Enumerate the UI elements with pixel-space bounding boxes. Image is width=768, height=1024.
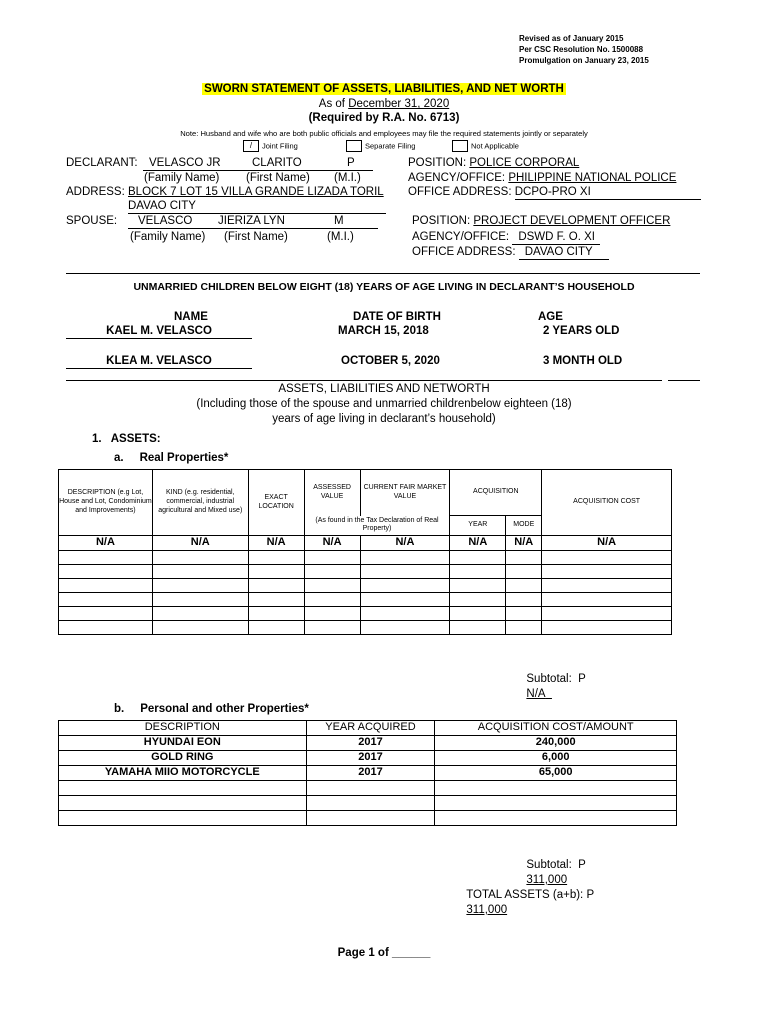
rp-header-assessed: ASSESSED VALUE [304, 470, 360, 516]
document-title: SWORN STATEMENT OF ASSETS, LIABILITIES, AND NET WORTH [204, 83, 564, 95]
required-open: ( [308, 112, 313, 124]
not-applicable-label: Not Applicable [471, 141, 519, 151]
page-number: Page 1 of ______ [337, 947, 431, 959]
table-row [59, 781, 677, 796]
pp-year [306, 811, 435, 826]
rp-cell: N/A [152, 536, 248, 551]
declarant-office: DCPO-PRO XI [515, 185, 701, 200]
children-divider-line [66, 380, 662, 381]
declarant-address-line-1: BLOCK 7 LOT 15 VILLA GRANDE LIZADA TORIL [128, 186, 384, 198]
separate-filing-label: Separate Filing [365, 141, 416, 151]
table-row [59, 606, 672, 620]
pp-year: 2017 [306, 766, 435, 781]
required-by-row [0, 111, 768, 125]
declarant-label: DECLARANT: [66, 157, 138, 169]
joint-filing-option[interactable] [243, 140, 298, 154]
spouse-position-row [412, 214, 670, 228]
table-row [59, 550, 672, 564]
child-2-dob: OCTOBER 5, 2020 [341, 355, 440, 367]
joint-filing-label: Joint Filing [262, 141, 298, 151]
pp-header-year: YEAR ACQUIRED [306, 721, 435, 736]
pp-cost: 240,000 [435, 736, 677, 751]
table-row [59, 751, 677, 766]
declarant-address-row [66, 185, 384, 199]
real-subtotal-value: N/A [526, 687, 546, 700]
real-properties-table [58, 469, 672, 635]
child-1-age: 2 YEARS OLD [543, 325, 620, 337]
pp-year [306, 781, 435, 796]
spouse-mi: M [334, 215, 344, 227]
spouse-cap-mi: (M.I.) [327, 231, 354, 243]
revision-note [519, 33, 649, 66]
pp-description [59, 811, 307, 826]
rp-cell: N/A [304, 536, 360, 551]
spouse-position-label: POSITION: [412, 215, 471, 227]
pp-year: 2017 [306, 751, 435, 766]
children-col-dob: DATE OF BIRTH [353, 311, 441, 323]
pp-cost [435, 781, 677, 796]
declarant-agency: PHILIPPINE NATIONAL POLICE [508, 172, 677, 184]
personal-properties-heading: b. Personal and other Properties* [114, 703, 309, 715]
required-by: Required by R.A. No. 6713) [312, 112, 460, 124]
pp-year [306, 796, 435, 811]
table-row [59, 811, 677, 826]
child-2-name: KLEA M. VELASCO [66, 354, 252, 369]
table-row [59, 564, 672, 578]
pp-description [59, 796, 307, 811]
pp-description: GOLD RING [59, 751, 307, 766]
declarant-cap-mi: (M.I.) [334, 172, 361, 184]
spouse-label: SPOUSE: [66, 215, 118, 227]
children-divider-short [668, 380, 700, 381]
real-subtotal-row [520, 658, 586, 701]
section-divider [66, 273, 700, 274]
pp-header-description: DESCRIPTION [59, 721, 307, 736]
declarant-position: POLICE CORPORAL [469, 157, 580, 169]
rp-cell: N/A [59, 536, 153, 551]
declarant-address-label: ADDRESS: [66, 186, 125, 198]
document-title-row [0, 82, 768, 97]
joint-filing-checkbox[interactable]: / [243, 140, 259, 152]
spouse-first-name: JIERIZA LYN [218, 215, 285, 227]
declarant-family-name: VELASCO JR [149, 157, 221, 169]
total-assets-value: 311,000 [466, 903, 508, 916]
assets-heading: 1. ASSETS: [92, 433, 161, 445]
pp-description: HYUNDAI EON [59, 736, 307, 751]
spouse-office-label: OFFICE ADDRESS: [412, 246, 516, 258]
declarant-agency-label: AGENCY/OFFICE: [408, 172, 506, 184]
total-assets-row [460, 874, 594, 917]
declarant-cap-family: (Family Name) [144, 172, 220, 184]
spouse-office: DAVAO CITY [519, 245, 609, 260]
pp-cost [435, 811, 677, 826]
rp-header-location: EXACT LOCATION [248, 470, 304, 536]
declarant-mi: P [347, 157, 355, 169]
table-row [59, 578, 672, 592]
declarant-position-row [408, 156, 579, 170]
not-applicable-option[interactable] [452, 140, 519, 154]
rp-cell: N/A [542, 536, 672, 551]
rp-header-cost: ACQUISITION COST [542, 470, 672, 536]
declarant-first-name: CLARITO [252, 157, 302, 169]
real-properties-header-row [59, 470, 672, 516]
as-of-row [0, 97, 768, 111]
pp-header-cost: ACQUISITION COST/AMOUNT [435, 721, 677, 736]
table-row [59, 592, 672, 606]
declarant-name-field [143, 156, 373, 171]
pp-year: 2017 [306, 736, 435, 751]
pp-description: YAMAHA MIIO MOTORCYCLE [59, 766, 307, 781]
rp-header-kind: KIND (e.g. residential, commercial, industrial agricultural and Mixed use) [152, 470, 248, 536]
declarant-cap-first: (First Name) [246, 172, 310, 184]
pp-cost [435, 796, 677, 811]
as-of-date: December 31, 2020 [348, 98, 450, 110]
table-row [59, 620, 672, 634]
alnw-sub-2: years of age living in declarant’s household) [272, 413, 496, 425]
personal-properties-table [58, 720, 677, 826]
alnw-sub-1: (Including those of the spouse and unmarried childrenbelow eighteen (18) [196, 398, 572, 410]
revision-line-3: Promulgation on January 23, 2015 [519, 56, 649, 65]
spouse-cap-family: (Family Name) [130, 231, 206, 243]
pp-description [59, 781, 307, 796]
total-assets-label: TOTAL ASSETS (a+b): P [466, 889, 595, 902]
child-1-name: KAEL M. VELASCO [66, 324, 252, 339]
table-row [59, 536, 672, 551]
as-of-label: As of [318, 98, 345, 110]
rp-cell: N/A [360, 536, 450, 551]
spouse-agency-label: AGENCY/OFFICE: [412, 231, 510, 243]
separate-filing-option[interactable] [346, 140, 415, 154]
child-1-dob: MARCH 15, 2018 [338, 325, 429, 337]
declarant-agency-row [408, 171, 676, 185]
spouse-agency: DSWD F. O. XI [512, 230, 600, 245]
rp-cell: N/A [248, 536, 304, 551]
not-applicable-checkbox[interactable] [452, 140, 468, 152]
filing-note: Note: Husband and wife who are both public officials and employees may file the required statements jointly or separately [180, 129, 588, 138]
table-row [59, 736, 677, 751]
real-subtotal-label: Subtotal: P [526, 673, 586, 686]
declarant-office-row [408, 185, 701, 200]
rp-header-description: DESCRIPTION (e.g Lot, House and Lot, Condominium and Improvements) [59, 470, 153, 536]
declarant-position-label: POSITION: [408, 157, 467, 169]
rp-cell: N/A [506, 536, 542, 551]
personal-properties-header-row [59, 721, 677, 736]
personal-subtotal-label: Subtotal: P [526, 859, 586, 872]
rp-header-acquisition: ACQUISITION [450, 470, 542, 516]
rp-header-tax-declaration: (As found in the Tax Declaration of Real Property) [304, 516, 450, 536]
rp-cell: N/A [450, 536, 506, 551]
spouse-position: PROJECT DEVELOPMENT OFFICER [473, 215, 671, 227]
revision-line-2: Per CSC Resolution No. 1500088 [519, 45, 644, 54]
table-row [59, 766, 677, 781]
pp-cost: 65,000 [435, 766, 677, 781]
spouse-cap-first: (First Name) [224, 231, 288, 243]
declarant-address-line-2: DAVAO CITY [128, 199, 386, 214]
declarant-row [66, 156, 138, 170]
alnw-heading: ASSETS, LIABILITIES AND NETWORTH [278, 383, 490, 395]
real-properties-heading: a. Real Properties* [114, 452, 229, 464]
table-row [59, 796, 677, 811]
separate-filing-checkbox[interactable] [346, 140, 362, 152]
personal-subtotal-value: 311,000 [526, 873, 568, 886]
spouse-agency-row [412, 230, 600, 245]
children-col-age: AGE [538, 311, 563, 323]
spouse-name-field [128, 214, 378, 229]
rp-header-year: YEAR [450, 516, 506, 536]
child-2-age: 3 MONTH OLD [543, 355, 623, 367]
spouse-office-row [412, 245, 609, 260]
pp-cost: 6,000 [435, 751, 677, 766]
declarant-office-label: OFFICE ADDRESS: [408, 186, 512, 198]
spouse-family-name: VELASCO [138, 215, 193, 227]
rp-header-fmv: CURRENT FAIR MARKET VALUE [360, 470, 450, 516]
children-col-name: NAME [174, 311, 208, 323]
revision-line-1: Revised as of January 2015 [519, 34, 624, 43]
rp-header-mode: MODE [506, 516, 542, 536]
children-heading: UNMARRIED CHILDREN BELOW EIGHT (18) YEARS OF AGE LIVING IN DECLARANT’S HOUSEHOLD [133, 281, 635, 293]
